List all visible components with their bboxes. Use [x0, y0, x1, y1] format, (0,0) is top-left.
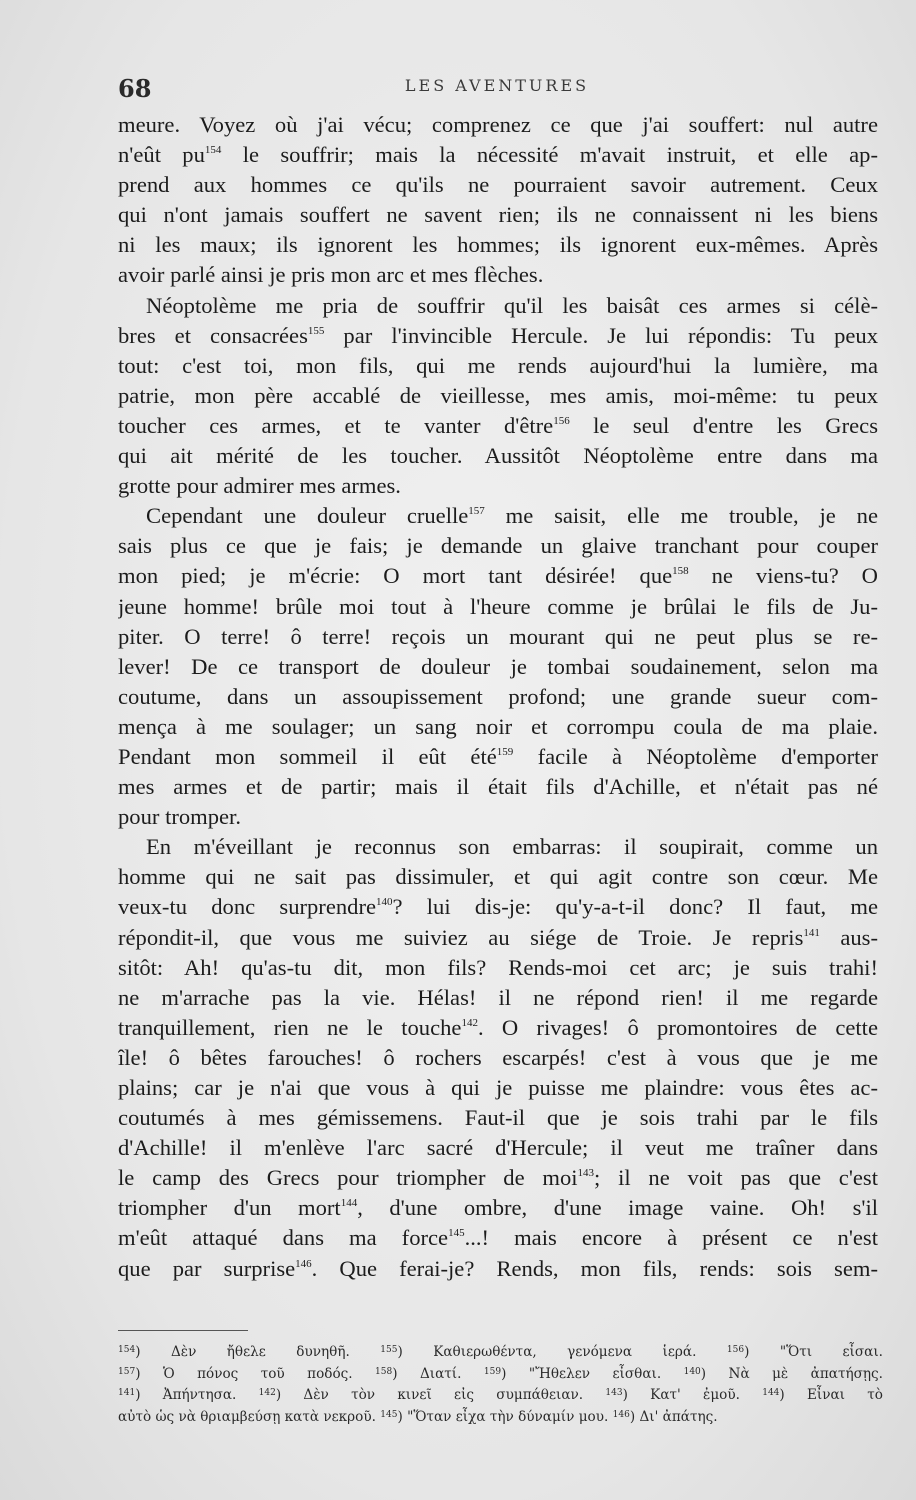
note-reference: 159 [496, 745, 514, 758]
text-line: homme qui ne sait pas dissimuler, et qui agit contre son cœur. Me [118, 864, 878, 890]
note-reference: 158 [672, 565, 689, 578]
footnotes [118, 1342, 883, 1428]
text-line: qui n'ont jamais souffert ne savent rien; ils ne connaissent ni les biens [118, 202, 878, 228]
text-line: qui ait mérité de les toucher. Aussitôt Néoptolème entre dans ma [118, 443, 878, 469]
note-reference: 146 [612, 1409, 630, 1420]
text-line: patrie, mon père accablé de vieillesse, mes amis, moi-même: tu peux [118, 382, 878, 408]
text-line: ne m'arrache pas la vie. Hélas! il ne répond rien! il me regarde [118, 984, 878, 1010]
note-reference: 158 [375, 1366, 393, 1377]
note-reference: 154 [204, 144, 222, 157]
footnote-line: $^{157}$) Ὁ πόνος τοῦ ποδός. $^{158}$) Διατί. $^{159}$) "Ἤθελεν εἶσθαι. $^{140}$) Νὰ μὲ ἀπατήσῃς. [118, 1365, 883, 1382]
text-line: En m'éveillant je reconnus son embarras: il soupirait, comme un [146, 834, 878, 860]
note-reference: 144 [762, 1388, 780, 1398]
text-line: prend aux hommes ce qu'ils ne pourraient savoir autrement. Ceux [118, 172, 878, 198]
footnote-line: $^{141}$) Ἀπήντησα. $^{142}$) Δὲν τὸν κινεῖ εἰς συμπάθειαν. $^{143}$) Κατ' ἐμοῦ. $^{144}$) Εἶναι τὸ [118, 1387, 883, 1403]
note-reference: 157 [468, 505, 485, 518]
page-header [118, 74, 876, 103]
body-text [118, 110, 878, 1284]
text-line: le camp des Grecs pour triompher de moi$^{143}$; il ne voit pas que c'est [118, 1165, 878, 1191]
note-reference: 143 [577, 1167, 595, 1180]
note-reference: 154 [118, 1345, 136, 1355]
text-line: avoir parlé ainsi je pris mon arc et mes flèches. [118, 262, 544, 288]
note-reference: 145 [448, 1227, 465, 1240]
text-line: d'Achille! il m'enlève l'arc sacré d'Hercule; il veut me traîner dans [118, 1135, 878, 1161]
note-reference: 142 [258, 1388, 276, 1398]
text-line: mes armes et de partir; mais il était fils d'Achille, et n'était pas né [118, 774, 878, 800]
text-line: coutume, dans un assoupissement profond; une grande sueur com- [118, 683, 878, 709]
text-line: mon pied; je m'écrie: O mort tant désirée! que$^{158}$ ne viens-tu? O [118, 563, 878, 589]
footnote-line: $^{154}$) Δὲν ἤθελε δυνηθῆ. $^{155}$) Καθιερωθέντα, γενόμενα ἱερά. $^{156}$) "Ὅτι εἶσαι. [118, 1344, 883, 1360]
text-line: tout: c'est toi, mon fils, qui me rends aujourd'hui la lumière, ma [118, 352, 878, 378]
text-line: tranquillement, rien ne le touche$^{142}$. O rivages! ô promontoires de cette [118, 1014, 878, 1040]
footnote-line: αὐτὸ ὡς νὰ θριαμβεύσῃ κατὰ νεκροῦ. $^{145}$) "Ὅταν εἶχα τὴν δύναμίν μου. $^{146}$) Δι' ἀπάτης. [118, 1408, 718, 1425]
note-reference: 155 [380, 1345, 398, 1355]
text-line: Pendant mon sommeil il eût été$^{159}$ facile à Néoptolème d'emporter [118, 743, 878, 769]
text-line: toucher ces armes, et te vanter d'être$^{156}$ le seul d'entre les Grecs [118, 412, 878, 438]
note-reference: 156 [553, 414, 570, 427]
text-line: n'eût $pu^{154}$ le souffrir; mais la nécessité m'avait instruit, et elle ap- [118, 142, 878, 168]
note-reference: 156 [726, 1345, 745, 1355]
text-line: pour tromper. [118, 804, 241, 830]
text-line: plains; car je n'ai que vous à qui je puisse me plaindre: vous êtes ac- [118, 1075, 878, 1100]
page-number: 68 [118, 74, 152, 103]
text-line: triompher d'un mort$^{144}$, d'une ombre, d'une image vaine. Oh! s'il [118, 1195, 878, 1221]
note-reference: 157 [118, 1366, 136, 1377]
text-line: sais plus ce que je fais; je demande un glaive tranchant pour couper [118, 533, 878, 559]
text-line: meure. Voyez où j'ai vécu; comprenez ce que j'ai souffert: nul autre [118, 112, 878, 137]
text-line: que par surprise$^{146}$. Que ferai-je? Rends, mon fils, rends: sois sem- [118, 1255, 878, 1281]
running-title: LES AVENTURES [404, 76, 590, 95]
note-reference: 159 [483, 1366, 502, 1377]
text-line: sitôt: Ah! qu'as-tu dit, mon fils? Rends-moi cet arc; je suis trahi! [118, 954, 878, 980]
text-line: veux-tu donc surprendre$^{140}$? lui dis-je: qu'y-a-t-il donc? Il faut, me [118, 894, 878, 920]
text-line: répondit-il, que vous me suiviez au siége de Troie. Je repris$^{141}$ aus- [118, 924, 878, 950]
note-reference: 145 [380, 1409, 398, 1420]
text-line: m'eût attaqué dans ma force$^{145}$...! mais encore à présent ce n'est [118, 1225, 878, 1251]
text-line: jeune homme! brûle moi tout à l'heure comme je brûlai le fils de Ju- [118, 593, 878, 619]
text-line: grotte pour admirer mes armes. [118, 473, 401, 499]
note-reference: 141 [803, 926, 820, 939]
text-line: mença à me soulager; un sang noir et corrompu coula de ma plaie. [118, 713, 878, 739]
note-reference: 155 [307, 324, 325, 337]
text-line: Cependant une douleur cruelle$^{157}$ me saisit, elle me trouble, je ne [146, 503, 878, 529]
text-line: bres et consacrées$^{155}$ par l'invincible Hercule. Je lui répondis: Tu peux [118, 322, 878, 348]
note-reference: 144 [340, 1197, 358, 1210]
text-line: piter. O terre! ô terre! reçois un mourant qui ne peut plus se re- [118, 623, 878, 649]
text-line: île! ô bêtes farouches! ô rochers escarpés! c'est à vous que je me [118, 1044, 878, 1070]
note-reference: 143 [605, 1388, 623, 1398]
text-line: Néoptolème me pria de souffrir qu'il les baisât ces armes si célè- [146, 292, 878, 318]
text-line: ni les maux; ils ignorent les hommes; ils ignorent eux-mêmes. Après [118, 232, 878, 258]
footnote-rule [118, 1330, 248, 1331]
note-reference: 141 [118, 1388, 136, 1398]
text-line: coutumés à mes gémissemens. Faut-il que je sois trahi par le fils [118, 1105, 878, 1131]
note-reference: 140 [683, 1366, 701, 1377]
note-reference: 142 [461, 1016, 478, 1029]
text-line: lever! De ce transport de douleur je tombai soudainement, selon ma [118, 653, 878, 679]
note-reference: 146 [295, 1257, 312, 1270]
note-reference: 140 [376, 896, 393, 909]
